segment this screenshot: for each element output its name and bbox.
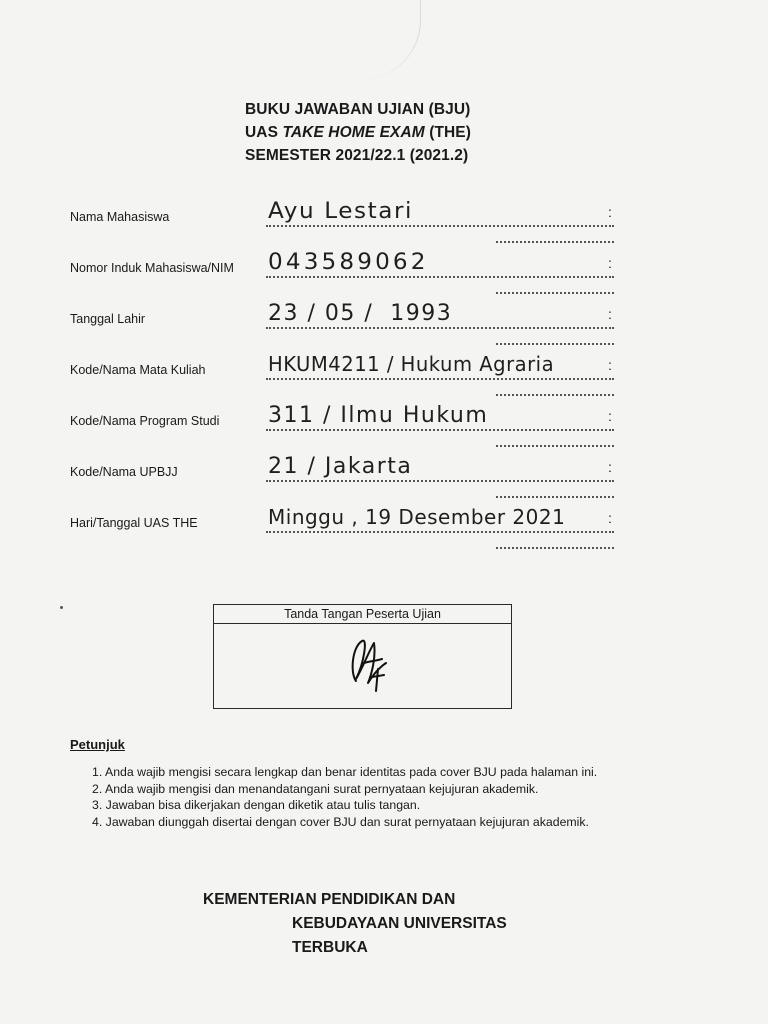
dotted-line <box>496 445 614 447</box>
field-value: 23 / 05 / 1993 <box>268 301 453 326</box>
field-label: Tanggal Lahir <box>70 312 146 326</box>
dotted-line <box>496 292 614 294</box>
field-value: Minggu , 19 Desember 2021 <box>268 505 566 529</box>
header-title: BUKU JAWABAN UJIAN (BJU) <box>245 101 471 118</box>
petunjuk-title: Petunjuk <box>70 737 125 752</box>
footer-line: TERBUKA <box>292 939 368 956</box>
header-semester: SEMESTER 2021/22.1 (2021.2) <box>245 147 469 164</box>
field-colon: : <box>608 357 612 373</box>
field-label: Kode/Nama Mata Kuliah <box>70 363 206 377</box>
dotted-line <box>496 343 614 345</box>
field-label: Hari/Tanggal UAS THE <box>70 516 198 530</box>
dotted-line <box>266 480 614 482</box>
field-label: Nama Mahasiswa <box>70 210 170 224</box>
footer-line: KEMENTERIAN PENDIDIKAN DAN <box>203 891 456 908</box>
field-colon: : <box>608 204 612 220</box>
signature-box <box>213 604 512 709</box>
scan-speck <box>60 606 63 609</box>
header-exam-type: UAS TAKE HOME EXAM (THE) <box>245 124 472 141</box>
field-colon: : <box>608 408 612 424</box>
field-colon: : <box>608 510 612 526</box>
dotted-line <box>496 547 614 549</box>
dotted-line <box>266 327 614 329</box>
signature-box-title: Tanda Tangan Peserta Ujian <box>214 605 511 624</box>
instruction-item: 2. Anda wajib mengisi dan menandatangani surat pernyataan kejujuran akademik. <box>92 781 539 796</box>
instruction-item: 1. Anda wajib mengisi secara lengkap dan benar identitas pada cover BJU pada halaman ini. <box>92 765 598 779</box>
field-label: Kode/Nama Program Studi <box>70 414 220 428</box>
dotted-line <box>266 429 614 431</box>
field-value: Ayu Lestari <box>268 199 414 224</box>
paper-crease <box>360 0 421 80</box>
instruction-item: 4. Jawaban diunggah disertai dengan cover BJU dan surat pernyataan kejujuran akademik. <box>92 814 589 829</box>
field-value: HKUM4211 / Hukum Agraria <box>268 352 555 376</box>
field-colon: : <box>608 459 612 475</box>
instructions-list <box>92 764 597 830</box>
dotted-line <box>266 378 614 380</box>
dotted-line <box>496 394 614 396</box>
field-tanggal-uas <box>70 505 630 563</box>
dotted-line <box>496 496 614 498</box>
dotted-line <box>266 225 614 227</box>
field-value: 21 / Jakarta <box>268 454 413 479</box>
dotted-line <box>496 241 614 243</box>
field-value: 311 / Ilmu Hukum <box>268 403 489 428</box>
field-colon: : <box>608 255 612 271</box>
footer-line: KEBUDAYAAN UNIVERSITAS <box>292 915 507 932</box>
instruction-item: 3. Jawaban bisa dikerjakan dengan diketik atau tulis tangan. <box>92 798 421 812</box>
field-label: Nomor Induk Mahasiswa/NIM <box>70 261 234 275</box>
field-colon: : <box>608 306 612 322</box>
handwritten-signature <box>342 633 392 695</box>
field-label: Kode/Nama UPBJJ <box>70 465 178 479</box>
field-value: 043589062 <box>268 250 429 275</box>
dotted-line <box>266 276 614 278</box>
dotted-line <box>266 531 614 533</box>
document-header <box>245 98 565 167</box>
